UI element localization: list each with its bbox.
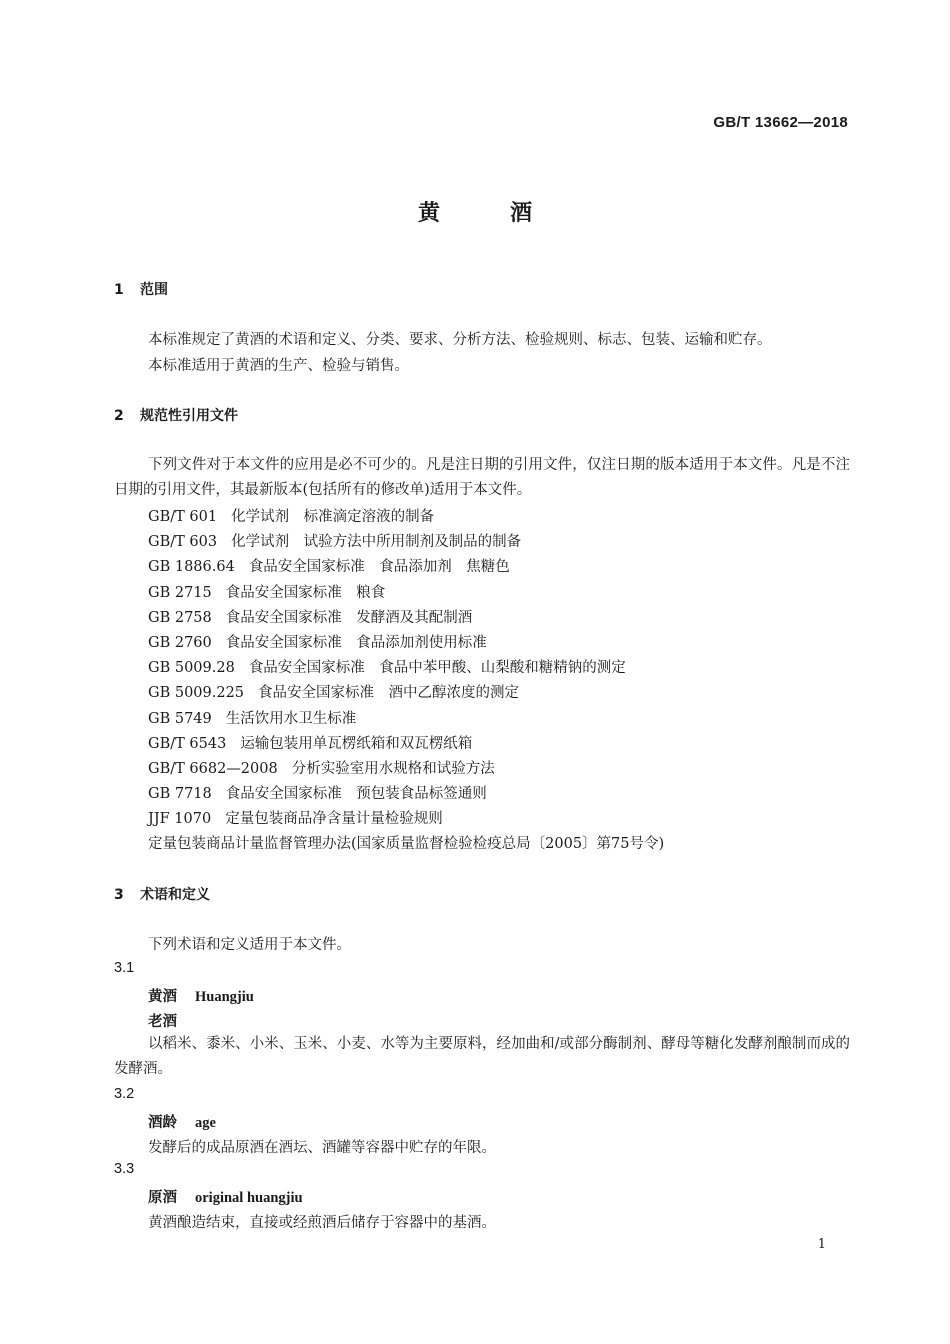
clause-number: 3.1 <box>114 960 135 976</box>
reference-code: GB 2758 <box>148 609 212 626</box>
term-heading <box>148 985 254 1006</box>
term-en: Huangjiu <box>195 989 254 1005</box>
reference-item <box>148 606 664 631</box>
page-number: 1 <box>817 1237 826 1252</box>
term-zh: 黄酒 <box>148 989 177 1005</box>
clause-number: 3.2 <box>114 1086 135 1102</box>
term-definition: 以稻米、黍米、小米、玉米、小麦、水等为主要原料，经加曲和/或部分酶制剂、酵母等糖化发酵剂酿制而成的发酵酒。 <box>114 1036 850 1077</box>
reference-code: JJF 1070 <box>148 811 212 828</box>
reference-item <box>148 631 664 656</box>
reference-code: GB/T 6682—2008 <box>148 760 278 777</box>
scope-paragraph: 本标准规定了黄酒的术语和定义、分类、要求、分析方法、检验规则、标志、包装、运输和贮存。 <box>148 332 772 348</box>
terms-intro: 下列术语和定义适用于本文件。 <box>148 937 351 953</box>
reference-code: GB 2715 <box>148 584 212 601</box>
term-heading <box>148 1186 303 1207</box>
term-zh: 原酒 <box>148 1190 177 1206</box>
reference-item <box>148 656 664 681</box>
section-heading-scope <box>114 279 168 299</box>
reference-item <box>148 732 664 757</box>
reference-list <box>148 505 664 858</box>
section-title: 规范性引用文件 <box>140 408 238 424</box>
reference-item <box>148 505 664 530</box>
reference-title: 分析实验室用水规格和试验方法 <box>291 760 495 777</box>
term-en: age <box>195 1115 216 1131</box>
term-heading <box>148 1111 216 1132</box>
term-en: original huangjiu <box>195 1190 303 1206</box>
section-heading-terms <box>114 884 210 904</box>
reference-item <box>148 757 664 782</box>
references-intro: 下列文件对于本文件的应用是必不可少的。凡是注日期的引用文件，仅注日期的版本适用于本文件。凡是不注日期的引用文件，其最新版本(包括所有的修改单)适用于本文件。 <box>114 457 850 498</box>
reference-title: 食品安全国家标准 酒中乙醇浓度的测定 <box>258 685 520 702</box>
reference-code: GB/T 6543 <box>148 735 227 752</box>
reference-title: 食品安全国家标准 食品添加剂使用标准 <box>225 634 487 651</box>
reference-title: 运输包装用单瓦楞纸箱和双瓦楞纸箱 <box>240 735 473 752</box>
reference-title: 食品安全国家标准 食品添加剂 焦糖色 <box>248 559 510 576</box>
reference-item <box>148 782 664 807</box>
reference-title: 食品安全国家标准 发酵酒及其配制酒 <box>225 609 473 626</box>
reference-code: GB 5009.225 <box>148 685 245 702</box>
reference-item <box>148 581 664 606</box>
reference-code: GB 7718 <box>148 786 212 803</box>
reference-code: GB 1886.64 <box>148 559 235 576</box>
term-synonym: 老酒 <box>148 1014 177 1030</box>
section-heading-normative-references <box>114 405 238 425</box>
clause-number: 3.3 <box>114 1161 135 1177</box>
reference-item <box>148 832 664 857</box>
section-number: 2 <box>114 408 124 424</box>
reference-item <box>148 807 664 832</box>
reference-code: GB/T 601 <box>148 509 218 525</box>
reference-item <box>148 707 664 732</box>
section-number: 1 <box>114 282 124 298</box>
reference-item <box>148 555 664 580</box>
reference-title: 食品安全国家标准 粮食 <box>225 584 386 601</box>
term-zh: 酒龄 <box>148 1115 177 1131</box>
section-title: 术语和定义 <box>140 887 210 903</box>
reference-title: 化学试剂 试验方法中所用制剂及制品的制备 <box>231 534 522 551</box>
section-title: 范围 <box>140 282 168 298</box>
document-title: 黄酒 <box>417 201 602 226</box>
reference-code: GB 5009.28 <box>148 660 235 677</box>
reference-title: 定量包装商品净含量计量检验规则 <box>225 811 443 828</box>
reference-item <box>148 530 664 555</box>
standard-code: GB/T 13662—2018 <box>713 114 848 131</box>
reference-title: 食品安全国家标准 预包装食品标签通则 <box>225 786 487 803</box>
reference-code: GB 5749 <box>148 710 212 727</box>
scope-paragraph: 本标准适用于黄酒的生产、检验与销售。 <box>148 358 409 374</box>
reference-code: GB/T 603 <box>148 534 218 551</box>
reference-title: 化学试剂 标准滴定溶液的制备 <box>231 509 435 525</box>
section-number: 3 <box>114 887 124 903</box>
reference-title: 生活饮用水卫生标准 <box>225 710 357 727</box>
reference-code: GB 2760 <box>148 634 212 651</box>
term-definition: 黄酒酿造结束，直接或经煎酒后储存于容器中的基酒。 <box>148 1215 496 1231</box>
reference-title: 定量包装商品计量监督管理办法(国家质量监督检验检疫总局〔2005〕第75号令) <box>148 836 665 853</box>
term-definition: 发酵后的成品原酒在酒坛、酒罐等容器中贮存的年限。 <box>148 1140 496 1156</box>
reference-item <box>148 681 664 706</box>
reference-title: 食品安全国家标准 食品中苯甲酸、山梨酸和糖精钠的测定 <box>248 660 626 677</box>
